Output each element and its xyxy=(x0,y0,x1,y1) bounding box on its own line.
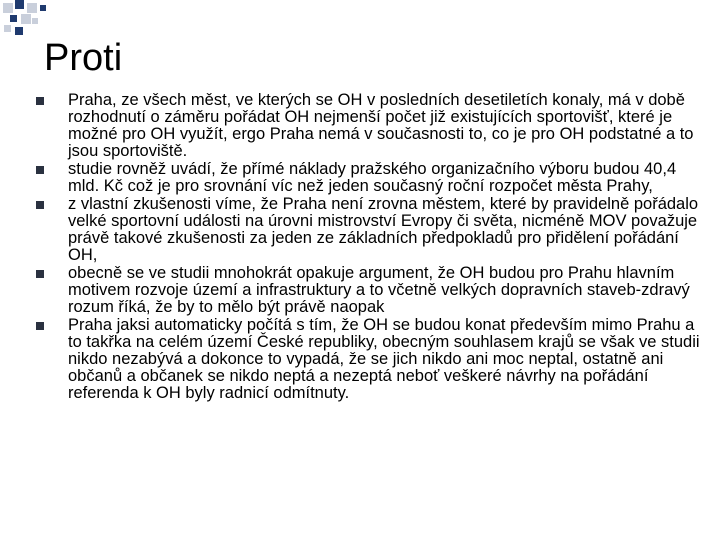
bullet-text: Praha, ze všech měst, ve kterých se OH v posledních desetiletích konaly, má v době rozhodnutí o záměru pořádat OH nejmenší počet již existujících sportovišť, které je možné pro OH využít, ergo Praha nemá v současnosti to, co je pro OH podstatné a to jsou sportoviště. xyxy=(68,91,694,160)
bullet-text: Praha jaksi automaticky počítá s tím, že OH se budou konat především mimo Prahu a to takřka na celém území České republiky, obecným souhlasem krajů se však ve studii nikdo nezabývá a dokonce to vypadá, že se jich nikdo ani moc neptal, ostatně ani občanů a občanek se nikdo neptá a nezeptá neboť veškeré návrhy na pořádání referenda k OH byly radnicí odmítnuty. xyxy=(68,316,700,402)
square-bullet-icon xyxy=(36,322,44,330)
bullet-text: studie rovněž uvádí, že přímé náklady pražského organizačního výboru budou 40,4 mld. Kč což je pro srovnání víc než jeden současný roční rozpočet města Prahy, xyxy=(68,160,677,195)
square-bullet-icon xyxy=(36,201,44,209)
list-item xyxy=(36,265,708,316)
corner-decoration xyxy=(0,0,60,40)
list-item xyxy=(36,196,708,264)
list-item xyxy=(36,161,708,195)
bullet-text: obecně se ve studii mnohokrát opakuje argument, že OH budou pro Prahu hlavním motivem rozvoje území a infrastruktury a to včetně velkých dopravních staveb-zdravý rozum říká, že by to mělo být právě naopak xyxy=(68,264,690,316)
list-item xyxy=(36,317,708,402)
list-item xyxy=(36,92,708,160)
bullet-text: z vlastní zkušenosti víme, že Praha není zrovna městem, které by pravidelně pořádalo velké sportovní události na úrovni mistrovství Evropy či světa, nicméně MOV považuje právě takové zkušenosti za jeden ze základních předpokladů pro přidělení pořádání OH, xyxy=(68,195,699,264)
slide-title: Proti xyxy=(44,37,123,79)
square-bullet-icon xyxy=(36,97,44,105)
square-bullet-icon xyxy=(36,270,44,278)
bullet-list xyxy=(36,92,708,403)
square-bullet-icon xyxy=(36,166,44,174)
